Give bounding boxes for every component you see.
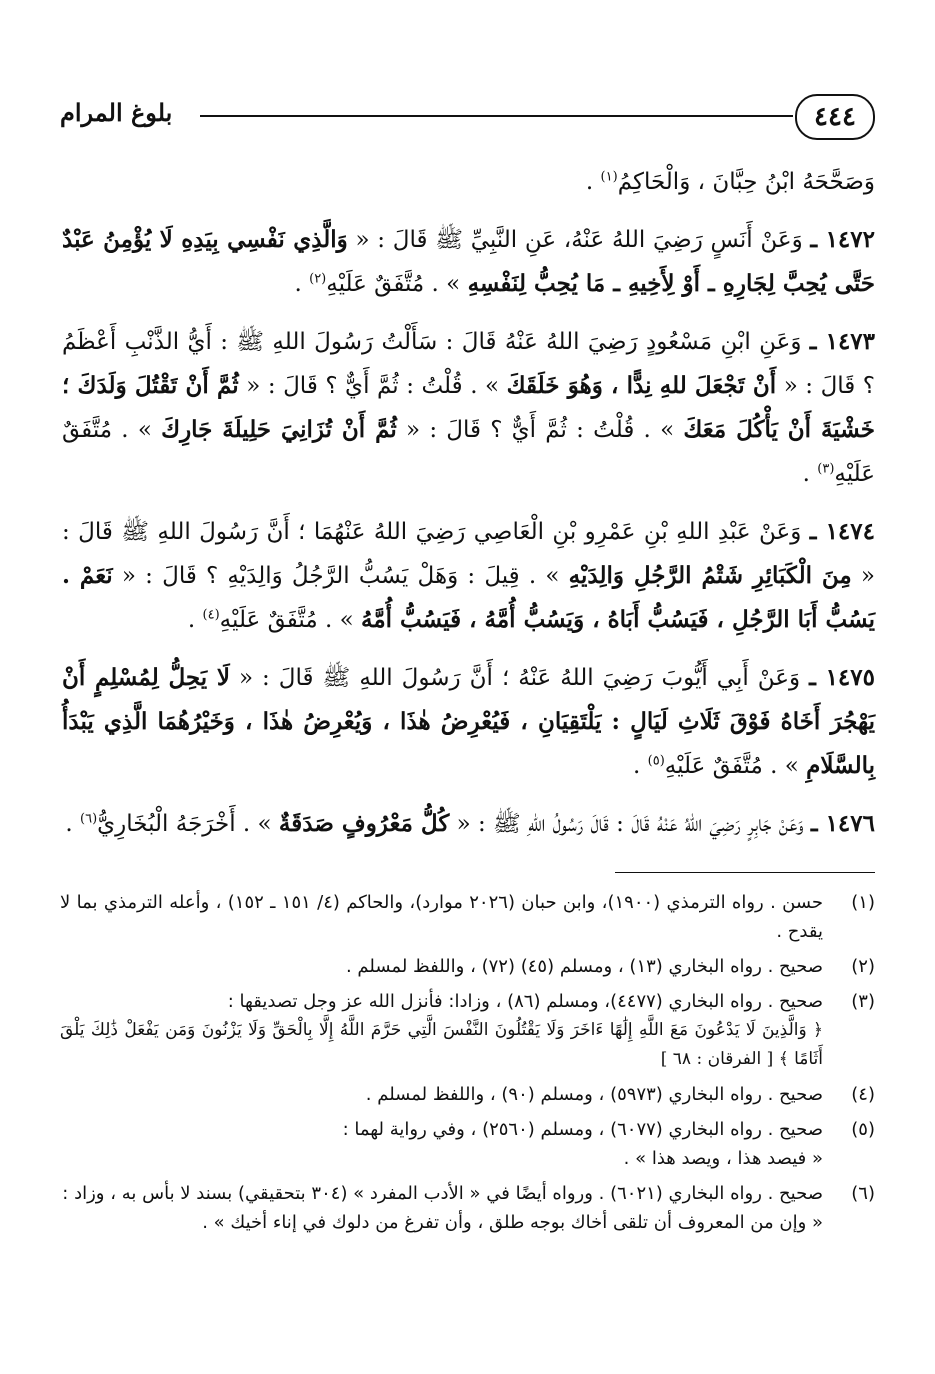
hadith-source: » . أَخْرَجَهُ الْبُخَارِيُّ [97, 811, 279, 837]
footnote-number: (٥) [851, 1119, 875, 1140]
hadith-narration: » . قُلْتُ : ثُمَّ أَيٌّ ؟ قَالَ : « [238, 373, 507, 399]
hadith-number: ١٤٧٣ ـ [809, 328, 876, 355]
header-rule [200, 115, 793, 117]
footnote-item [60, 987, 875, 1074]
footnote-item [60, 1115, 875, 1173]
hadith-number: ١٤٧٤ ـ [809, 518, 875, 545]
hadith-1473 [62, 320, 875, 496]
hadith-end: . [65, 811, 80, 837]
quran-text: ﴿ وَالَّذِينَ لَا يَدْعُونَ مَعَ اللَّهِ إِلَٰهًا ءَاخَرَ وَلَا يَقْتُلُونَ النَّفْسَ الَّتِي حَرَّمَ اللَّهُ إِلَّا بِالْحَقِّ وَلَا يَزْنُونَ وَمَن يَفْعَلْ ذَٰلِكَ يَلْقَ أَثَامًا ﴾ [60, 1020, 823, 1069]
hadith-text: لَا يَحِلُّ لِمُسْلِمٍ أَنْ يَهْجُرَ أَخَاهُ فَوْقَ ثَلَاثِ لَيَالٍ : يَلْتَقِيَانِ ، فَيُعْرِضُ هٰذَا ، وَيُعْرِضُ هٰذَا ، وَخَيْرُهُمَا الَّذِي يَبْدَأُ بِالسَّلَامِ [62, 664, 875, 779]
hadith-source: » . مُتَّفَقٌ عَلَيْهِ [326, 271, 468, 297]
footnote-ref: (٤) [202, 607, 220, 623]
footnote-number: (٤) [851, 1084, 875, 1105]
hadith-end: . [802, 461, 818, 487]
hadith-text: مِنَ الْكَبَائِرِ شَتْمُ الرَّجُلِ وَالِدَيْهِ [568, 562, 852, 589]
footnote-quote: « فيصد هذا ، ويصد هذا » . [623, 1148, 823, 1169]
hadith-narration: » . قِيلَ : وَهَلْ يَسُبُّ الرَّجُلُ وَالِدَيْهِ ؟ قَالَ : « [112, 563, 569, 589]
hadith-intro: وَعَنْ أَنَسٍ رَضِيَ اللهُ عَنْهُ، عَنِ النَّبِيِّ ﷺ قَالَ : « [347, 227, 811, 253]
footnote-item [60, 952, 875, 981]
hadith-text: ثُمَّ أَنْ تُزَانِيَ حَلِيلَةَ جَارِكَ [161, 416, 397, 443]
hadith-intro: وَعَنْ أَبِي أَيُّوبَ رَضِيَ اللهُ عَنْهُ ؛ أَنَّ رَسُولَ اللهِ ﷺ قَالَ : « [229, 665, 810, 691]
footnote-body [60, 1179, 823, 1237]
hadith-source: » . مُتَّفَقٌ عَلَيْهِ [664, 753, 807, 779]
footnote-item [60, 1179, 875, 1237]
hadith-end: . [294, 271, 310, 297]
footnote-ref: (٣) [817, 461, 835, 477]
hadith-1475 [62, 656, 875, 788]
hadith-source: » . مُتَّفَقٌ عَلَيْهِ [219, 607, 361, 633]
hadith-intro: وَعَنْ جَابِرٍ رَضِيَ اللهُ عَنْهُ قَالَ : قَالَ رَسُولُ اللهِ ﷺ : « [449, 811, 811, 837]
footnote-number: (٢) [851, 956, 875, 977]
footnote-text: صحيح . رواه البخاري (٤٤٧٧)، ومسلم (٨٦) ، وزادا: فأنزل الله عز وجل تصديقها : [227, 991, 823, 1012]
footnote-number: (١) [851, 892, 875, 913]
hadith-number: ١٤٧٦ ـ [810, 810, 875, 837]
page-number: ٤٤٤ [795, 94, 875, 140]
hadith-text: نَعَمْ . يَسُبُّ أَبَا الرَّجُلِ ، فَيَسُبُّ أَبَاهُ ، وَيَسُبُّ أُمَّهُ ، فَيَسُبُّ أُمَّهُ [62, 562, 875, 633]
footnotes [60, 888, 875, 1243]
hadith-number: ١٤٧٥ ـ [809, 664, 875, 691]
hadith-number: ١٤٧٢ ـ [810, 226, 875, 253]
footnote-ref: (١) [600, 169, 618, 185]
footnote-ref: (٢) [309, 271, 327, 287]
footnote-number: (٦) [851, 1183, 875, 1204]
footnote-body [60, 987, 823, 1074]
footnote-text: صحيح . رواه البخاري (٥٩٧٣) ، ومسلم (٩٠) ، واللفظ لمسلم . [365, 1084, 823, 1105]
hadith-end: . [633, 753, 648, 779]
book-title: بلوغ المرام [60, 98, 173, 127]
hadith-narration: » . قُلْتُ : ثُمَّ أَيٌّ ؟ قَالَ : « [396, 417, 684, 443]
footnote-ref: (٦) [80, 811, 98, 827]
footnote-body [60, 1115, 823, 1173]
intro-end: . [585, 169, 601, 195]
hadith-1476 [62, 802, 875, 846]
hadith-intro: وَعَنْ عَبْدِ اللهِ بْنِ عَمْرِو بْنِ الْعَاصِي رَضِيَ اللهُ عَنْهُمَا ؛ أَنَّ رَسُولَ اللهِ ﷺ قَالَ : « [62, 519, 875, 589]
hadith-1474 [62, 510, 875, 642]
footnote-text: صحيح . رواه البخاري (٦٠٧٧) ، ومسلم (٢٥٦٠) ، وفي رواية لهما : [342, 1119, 823, 1140]
hadith-intro: وَعَنِ ابْنِ مَسْعُودٍ رَضِيَ اللهُ عَنْهُ قَالَ : سَأَلْتُ رَسُولَ اللهِ ﷺ : أَيُّ الذَّنْبِ أَعْظَمُ ؟ قَالَ : « [62, 329, 876, 399]
footnote-text: صحيح . رواه البخاري (٦٠٢١) . ورواه أيضًا في « الأدب المفرد » (٣٠٤ بتحقيقي) بسند لا بأس به ، وزاد : [62, 1183, 823, 1204]
footnote-item [60, 1080, 875, 1109]
hadith-text: ثُمَّ أَنْ تَقْتُلَ وَلَدَكَ ؛ خَشْيَةَ أَنْ يَأْكُلَ مَعَكَ [62, 372, 875, 443]
footnote-item [60, 888, 875, 946]
footnote-ref: (٥) [647, 753, 665, 769]
hadith-text: كُلُّ مَعْرُوفٍ صَدَقَةٌ [278, 810, 450, 837]
intro-text: وَصَحَّحَهُ ابْنُ حِبَّانَ ، وَالْحَاكِمُ [617, 169, 875, 195]
footnote-number: (٣) [851, 991, 875, 1012]
quran-reference: [ الفرقان : ٦٨ ] [660, 1049, 774, 1069]
footnote-text: حسن . رواه الترمذي (١٩٠٠)، وابن حبان (٢٠٢٦ موارد)، والحاكم (٤/ ١٥١ ـ ١٥٢) ، وأعله الترمذي بما لا يقدح . [60, 892, 824, 942]
main-text [62, 160, 875, 860]
hadith-text: وَالَّذِي نَفْسِي بِيَدِهِ لَا يُؤْمِنُ عَبْدٌ حَتَّى يُحِبَّ لِجَارِهِ ـ أَوْ لِأَخِيهِ ـ مَا يُحِبُّ لِنَفْسِهِ [62, 226, 875, 297]
hadith-end: . [187, 607, 203, 633]
footnote-quote: « وإن من المعروف أن تلقى أخاك بوجه طلق ، وأن تفرغ من دلوك في إناء أخيك » . [202, 1212, 823, 1233]
quran-verse [60, 1016, 823, 1074]
hadith-text: أَنْ تَجْعَلَ للهِ نِدًّا ، وَهُوَ خَلَقَكَ [506, 372, 777, 399]
footnote-text: صحيح . رواه البخاري (١٣) ، ومسلم (٤٥) (٧٢) ، واللفظ لمسلم . [345, 956, 823, 977]
hadith-source: » . مُتَّفَقٌ عَلَيْهِ [62, 417, 875, 487]
footnote-separator [615, 872, 875, 873]
hadith-1472 [62, 218, 875, 306]
paragraph-intro [62, 160, 875, 204]
page-header [60, 88, 875, 148]
